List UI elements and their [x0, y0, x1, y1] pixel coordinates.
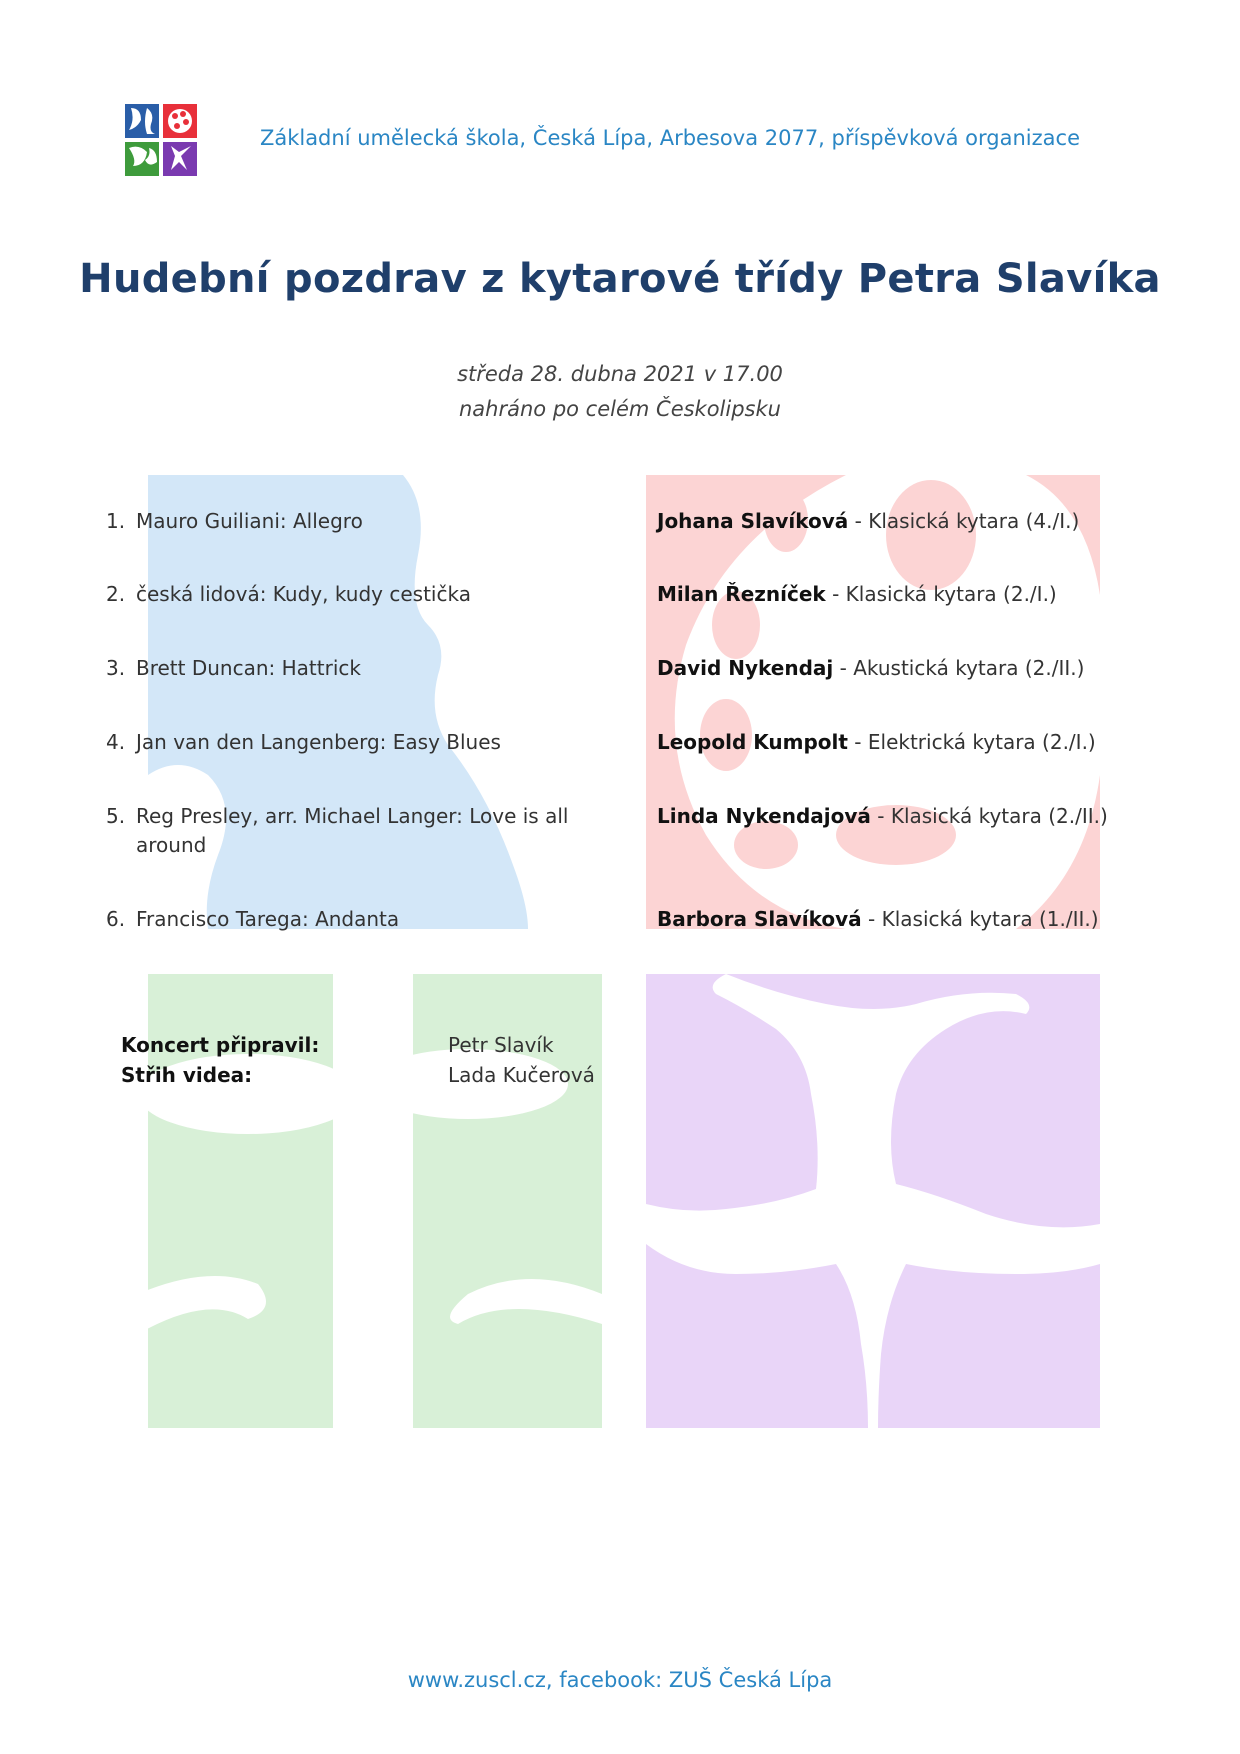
credits-labels — [121, 1030, 319, 1090]
editing-name: Lada Kučerová — [448, 1063, 595, 1087]
school-name: Základní umělecká škola, Česká Lípa, Arbesova 2077, příspěvková organizace — [259, 126, 1080, 150]
performer-name: Linda Nykendajová — [657, 804, 871, 828]
art-panel — [646, 475, 1100, 929]
concert-note: nahráno po celém Českolipsku — [459, 397, 781, 421]
musician-silhouette — [148, 475, 602, 929]
instrument: - Klasická kytara (2./II.) — [870, 804, 1108, 828]
music-panel — [148, 475, 602, 929]
concert-date: středa 28. dubna 2021 v 17.00 — [457, 362, 783, 386]
instrument: - Klasická kytara (4./I.) — [848, 509, 1080, 533]
list-item: 6. Francisco Tarega: Andanta — [106, 905, 606, 934]
performer-name: David Nykendaj — [657, 656, 834, 680]
editing-label: Střih videa: — [121, 1063, 253, 1087]
piece-title: česká lidová: Kudy, kudy cestička — [136, 582, 471, 606]
palette-icon — [646, 475, 1100, 929]
list-item: 1. Mauro Guiliani: Allegro — [106, 507, 606, 536]
performer-name: Barbora Slavíková — [657, 907, 862, 931]
performer-name: Leopold Kumpolt — [657, 730, 848, 754]
instrument: - Akustická kytara (2./II.) — [833, 656, 1085, 680]
school-logo — [125, 104, 197, 176]
instrument: - Klasická kytara (1./II.) — [861, 907, 1099, 931]
piece-title: Jan van den Langenberg: Easy Blues — [136, 730, 501, 754]
instrument: - Elektrická kytara (2./I.) — [847, 730, 1096, 754]
dancer-silhouette — [646, 974, 1100, 1428]
piece-title: Francisco Tarega: Andanta — [136, 907, 400, 931]
footer-links: www.zuscl.cz, facebook: ZUŠ Česká Lípa — [407, 1668, 833, 1692]
prepared-name: Petr Slavík — [448, 1033, 554, 1057]
list-item: 4. Jan van den Langenberg: Easy Blues — [106, 728, 606, 757]
list-item: 5. Reg Presley, arr. Michael Langer: Love is all around — [106, 802, 596, 860]
page-title: Hudební pozdrav z kytarové třídy Petra Slavíka — [79, 256, 1161, 302]
performer-row — [657, 728, 1097, 757]
performer-name: Milan Řezníček — [657, 582, 826, 606]
performer-row — [657, 507, 1097, 536]
piece-title: Brett Duncan: Hattrick — [136, 656, 361, 680]
instrument: - Klasická kytara (2./I.) — [825, 582, 1057, 606]
performer-row — [657, 654, 1097, 683]
list-item: 2. česká lidová: Kudy, kudy cestička — [106, 580, 606, 609]
dance-panel — [646, 974, 1100, 1428]
list-item: 3. Brett Duncan: Hattrick — [106, 654, 606, 683]
piece-title: Reg Presley, arr. Michael Langer: Love is all around — [136, 804, 569, 857]
credits-names — [448, 1030, 595, 1090]
piece-title: Mauro Guiliani: Allegro — [136, 509, 363, 533]
performer-row — [657, 905, 1097, 934]
performer-name: Johana Slavíková — [657, 509, 849, 533]
performer-row — [657, 802, 1108, 831]
performer-row — [657, 580, 1097, 609]
prepared-label: Koncert připravil: — [121, 1033, 320, 1057]
